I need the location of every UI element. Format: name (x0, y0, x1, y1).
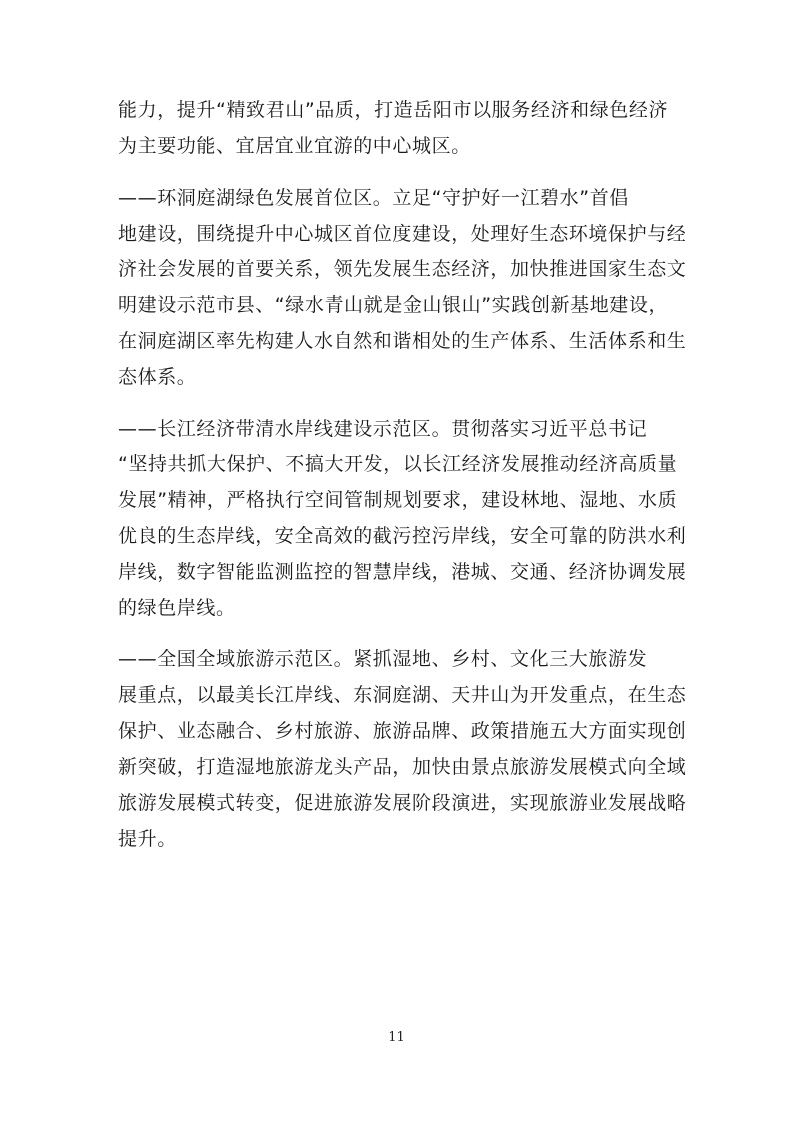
body-text-line: “坚持共抓大保护、不搞大开发，以长江经济发展推动经济高质量 (118, 453, 678, 475)
body-text-line: 的绿色岸线。 (118, 597, 236, 619)
body-text-line: 明建设示范市县、“绿水青山就是金山银山”实践创新基地建设， (118, 294, 669, 316)
body-text-line: 地建设，围绕提升中心城区首位度建设，处理好生态环境保护与经 (118, 223, 687, 245)
body-text-line: 在洞庭湖区率先构建人水自然和谐相处的生产体系、生活体系和生 (118, 330, 687, 352)
body-text-line: 旅游发展模式转变，促进旅游发展阶段演进，实现旅游业发展战略 (118, 792, 687, 814)
body-text-line: 态体系。 (118, 366, 197, 388)
paragraph-heading-line: ——全国全域旅游示范区。紧抓湿地、乡村、文化三大旅游发 (118, 648, 648, 670)
body-text-line: 保护、业态融合、乡村旅游、旅游品牌、政策措施五大方面实现创 (118, 720, 687, 742)
body-text-line: 新突破，打造湿地旅游龙头产品，加快由景点旅游发展模式向全域 (118, 756, 687, 778)
body-text-line: 提升。 (118, 828, 177, 850)
body-text-line: 发展”精神，严格执行空间管制规划要求，建设林地、湿地、水质 (118, 489, 678, 511)
paragraph-heading-line: ——长江经济带清水岸线建设示范区。贯彻落实习近平总书记 (118, 418, 648, 440)
paragraph-heading-line: ——环洞庭湖绿色发展首位区。立足“守护好一江碧水”首倡 (118, 187, 629, 209)
body-text-line: 优良的生态岸线，安全高效的截污控污岸线，安全可靠的防洪水利 (118, 525, 687, 547)
page-number: 11 (388, 1030, 405, 1045)
body-text-line: 能力，提升“精致君山”品质，打造岳阳市以服务经济和绿色经济 (118, 99, 669, 121)
body-text-line: 岸线，数字智能监测监控的智慧岸线，港城、交通、经济协调发展 (118, 561, 687, 583)
body-text-line: 为主要功能、宜居宜业宜游的中心城区。 (118, 135, 471, 157)
body-text-line: 展重点，以最美长江岸线、东洞庭湖、天井山为开发重点，在生态 (118, 684, 687, 706)
body-text-line: 济社会发展的首要关系，领先发展生态经济，加快推进国家生态文 (118, 258, 687, 280)
